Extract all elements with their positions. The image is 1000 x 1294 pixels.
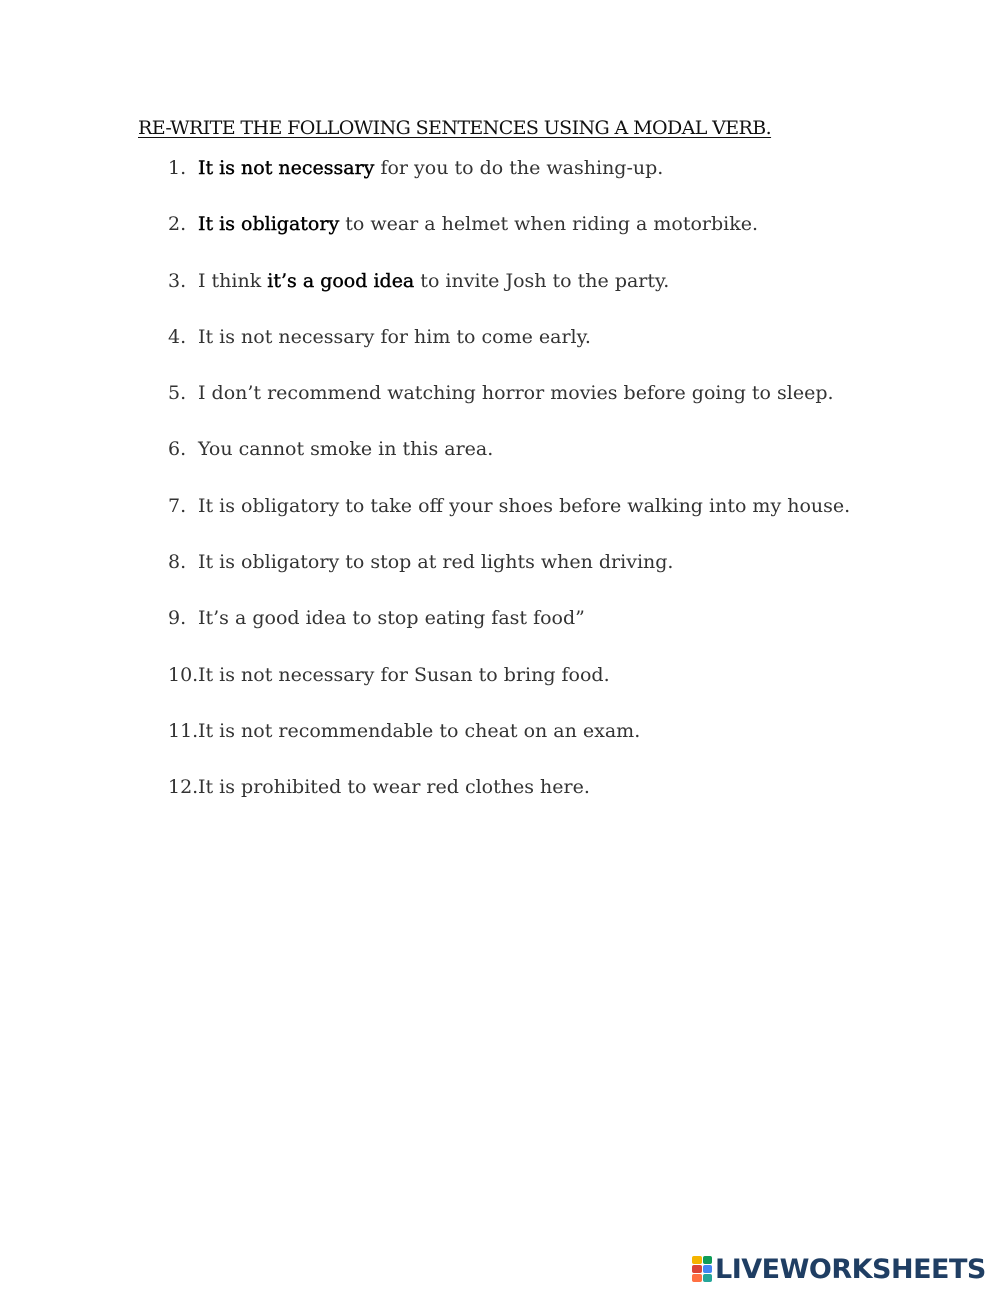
list-item xyxy=(168,607,850,663)
logo-mark-icon xyxy=(692,1256,712,1282)
list-item xyxy=(168,157,850,213)
list-item xyxy=(168,438,850,494)
item-text: It is not recommendable to cheat on an exam. xyxy=(198,719,641,742)
logo-text: LIVEWORKSHEETS xyxy=(715,1253,986,1285)
item-text: It is not necessary for you to do the washing-up. xyxy=(198,157,664,179)
item-text: It is obligatory to wear a helmet when riding a motorbike. xyxy=(198,213,759,236)
item-text: It is obligatory to take off your shoes before walking into my house. xyxy=(198,494,851,517)
item-text: It is obligatory to stop at red lights when driving. xyxy=(198,551,674,574)
item-number: 4. xyxy=(168,325,187,348)
item-text: It is prohibited to wear red clothes here. xyxy=(198,776,590,799)
item-number: 7. xyxy=(168,494,187,517)
list-item xyxy=(168,382,850,438)
highlighted-phrase: It is not necessary xyxy=(198,157,375,179)
highlighted-phrase: It is obligatory xyxy=(198,213,340,236)
worksheet-title: RE-WRITE THE FOLLOWING SENTENCES USING A MODAL VERB. xyxy=(138,117,772,139)
item-text: It is not necessary for Susan to bring food. xyxy=(198,663,610,686)
list-item xyxy=(168,326,850,382)
item-number: 3. xyxy=(168,269,187,292)
item-text: It’s a good idea to stop eating fast food” xyxy=(198,607,585,630)
item-text: You cannot smoke in this area. xyxy=(198,438,494,461)
item-text: I think it’s a good idea to invite Josh to the party. xyxy=(198,269,670,292)
item-text: I don’t recommend watching horror movies before going to sleep. xyxy=(198,382,834,405)
list-item xyxy=(168,270,850,326)
list-item xyxy=(168,495,850,551)
item-number: 12. xyxy=(168,776,199,799)
list-item xyxy=(168,776,850,832)
item-number: 10. xyxy=(168,663,199,686)
list-item xyxy=(168,213,850,269)
list-item xyxy=(168,551,850,607)
sentence-list xyxy=(168,157,850,833)
item-number: 8. xyxy=(168,551,187,574)
list-item xyxy=(168,720,850,776)
item-number: 2. xyxy=(168,213,187,236)
item-number: 6. xyxy=(168,438,187,461)
highlighted-phrase: it’s a good idea xyxy=(267,269,415,292)
list-item xyxy=(168,664,850,720)
liveworksheets-logo xyxy=(692,1252,986,1286)
item-number: 5. xyxy=(168,382,187,405)
item-number: 1. xyxy=(168,157,187,179)
item-number: 11. xyxy=(168,719,199,742)
item-number: 9. xyxy=(168,607,187,630)
item-text: It is not necessary for him to come early. xyxy=(198,325,591,348)
